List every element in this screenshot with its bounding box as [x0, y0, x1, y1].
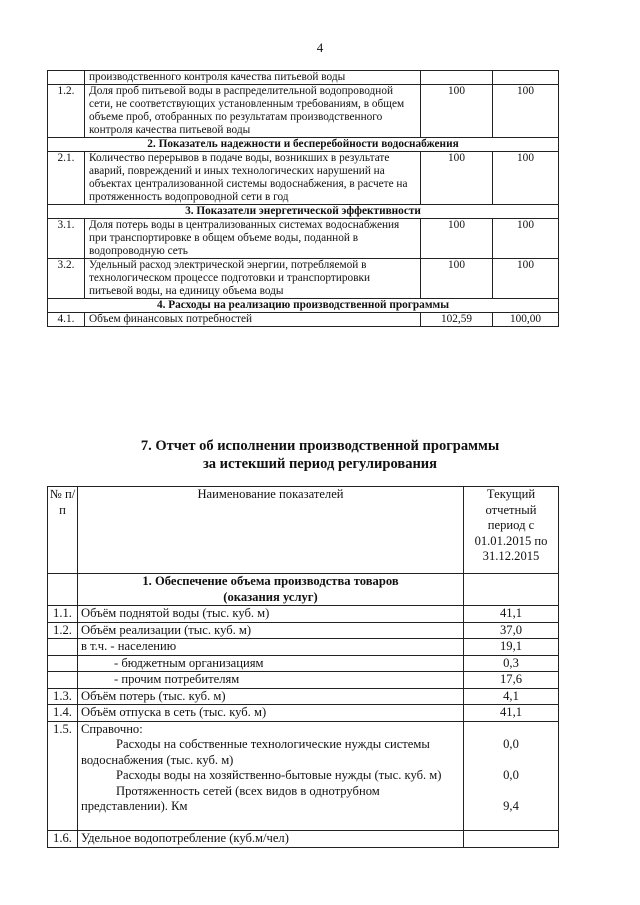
row-number [48, 71, 85, 85]
row-description: производственного контроля качества питьевой воды [85, 71, 421, 85]
value-actual: 100 [493, 219, 559, 259]
table-row [48, 672, 559, 689]
table-row [48, 71, 559, 85]
row-number: 4.1. [48, 313, 85, 327]
row-number [48, 655, 78, 672]
table-row [48, 606, 559, 623]
row-description: - прочим потребителям [78, 672, 464, 689]
row-value [464, 831, 559, 848]
table-row [48, 622, 559, 639]
table-row [48, 219, 559, 259]
reference-label: Справочно: [81, 721, 143, 736]
row-number: 1.5. [48, 721, 78, 831]
row-number [48, 639, 78, 656]
header-name: Наименование показателей [78, 487, 464, 574]
row-description: Удельное водопотребление (куб.м/чел) [78, 831, 464, 848]
row-number: 1.4. [48, 705, 78, 722]
row-description: Объем финансовых потребностей [85, 313, 421, 327]
reference-item-value: 0,0 [503, 768, 519, 782]
row-description: Объём поднятой воды (тыс. куб. м) [78, 606, 464, 623]
value-plan: 100 [421, 85, 493, 138]
reference-row [48, 721, 559, 831]
section-title: 2. Показатель надежности и бесперебойности водоснабжения [48, 138, 559, 152]
table-row [48, 313, 559, 327]
header-period: Текущий отчетный период с 01.01.2015 по 31.12.2015 [464, 487, 559, 574]
row-description: Объём отпуска в сеть (тыс. куб. м) [78, 705, 464, 722]
section-title: 3. Показатели энергетической эффективности [48, 205, 559, 219]
table-row [48, 85, 559, 138]
table-row [48, 639, 559, 656]
report-heading-line1: 7. Отчет об исполнении производственной программы [140, 438, 500, 454]
reference-item: Расходы на собственные технологические нужды системы водоснабжения (тыс. куб. м) [81, 737, 430, 767]
table-row [48, 152, 559, 205]
row-description: Доля потерь воды в централизованных системах водоснабжения при транспортировке в общем объеме воды, поданной в водопроводную сеть [85, 219, 421, 259]
value-plan [421, 71, 493, 85]
page-number: 4 [316, 40, 324, 55]
reference-item: Расходы воды на хозяйственно-бытовые нужды (тыс. куб. м) [116, 768, 442, 782]
report-heading [0, 437, 640, 473]
table-row [48, 688, 559, 705]
section-title-line1: 1. Обеспечение объема производства товаров [142, 574, 399, 588]
row-value: 4,1 [464, 688, 559, 705]
value-actual: 100,00 [493, 313, 559, 327]
table-row [48, 655, 559, 672]
row-number: 1.1. [48, 606, 78, 623]
row-description: - бюджетным организациям [78, 655, 464, 672]
row-description: Объём реализации (тыс. куб. м) [78, 622, 464, 639]
header-num: № п/п [48, 487, 78, 574]
indicators-table [47, 70, 559, 327]
reference-description [78, 721, 464, 831]
section-title-line2: (оказания услуг) [223, 589, 318, 604]
row-number: 1.2. [48, 85, 85, 138]
reference-item-value: 0,0 [503, 737, 519, 751]
table-row [48, 831, 559, 848]
report-heading-line2: за истекший период регулирования [202, 456, 438, 472]
section-row [48, 138, 559, 152]
value-actual: 100 [493, 85, 559, 138]
table-row [48, 259, 559, 299]
row-description: Объём потерь (тыс. куб. м) [78, 688, 464, 705]
value-plan: 100 [421, 219, 493, 259]
value-plan: 100 [421, 152, 493, 205]
row-number: 1.2. [48, 622, 78, 639]
row-number: 3.1. [48, 219, 85, 259]
row-value: 0,3 [464, 655, 559, 672]
row-number: 1.3. [48, 688, 78, 705]
table-row [48, 705, 559, 722]
row-value: 19,1 [464, 639, 559, 656]
row-description: Доля проб питьевой воды в распределительной водопроводной сети, не соответствующих установленным требованиям, в общем объеме проб, отобранных по результатам производственного контроля качества питьевой воды [85, 85, 421, 138]
row-description: Количество перерывов в подаче воды, возникших в результате аварий, повреждений и иных технологических нарушений на объектах централизованной системы водоснабжения, в расчете на протяженность водопроводной сети в год [85, 152, 421, 205]
value-actual: 100 [493, 259, 559, 299]
row-value: 37,0 [464, 622, 559, 639]
section-row [48, 205, 559, 219]
section-row [48, 299, 559, 313]
reference-item: Протяженность сетей (всех видов в однотрубном представлении). Км [81, 783, 380, 813]
row-value: 41,1 [464, 606, 559, 623]
row-value: 17,6 [464, 672, 559, 689]
row-description: Удельный расход электрической энергии, потребляемой в технологическом процессе подготовки и транспортировки питьевой воды, на единицу объема воды [85, 259, 421, 299]
report-table [47, 486, 559, 848]
row-description: в т.ч. - населению [78, 639, 464, 656]
value-actual: 100 [493, 152, 559, 205]
report-section-row [48, 574, 559, 606]
report-header-row [48, 487, 559, 574]
row-value: 41,1 [464, 705, 559, 722]
value-plan: 102,59 [421, 313, 493, 327]
value-actual [493, 71, 559, 85]
reference-values [464, 721, 559, 831]
row-number: 1.6. [48, 831, 78, 848]
row-number [48, 672, 78, 689]
section-title: 4. Расходы на реализацию производственной программы [48, 299, 559, 313]
row-number: 3.2. [48, 259, 85, 299]
row-number: 2.1. [48, 152, 85, 205]
section-title [78, 574, 464, 606]
value-plan: 100 [421, 259, 493, 299]
reference-item-value: 9,4 [503, 799, 519, 813]
